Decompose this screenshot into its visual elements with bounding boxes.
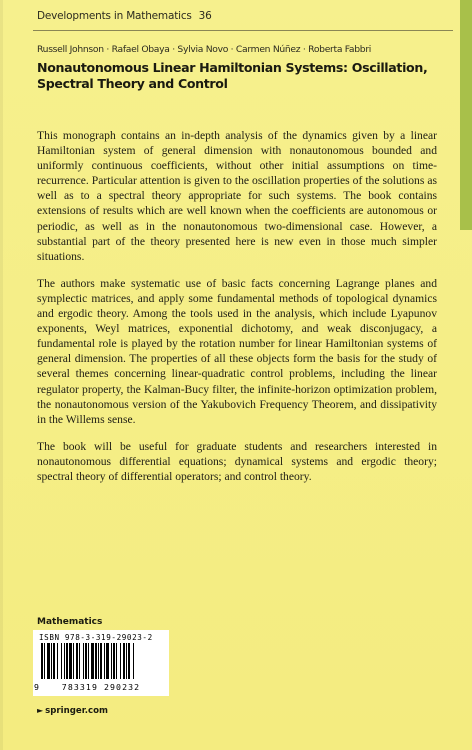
- barcode-bar: [111, 643, 112, 679]
- authors: Russell Johnson · Rafael Obaya · Sylvia Novo · Carmen Núñez · Roberta Fabbri: [37, 44, 372, 55]
- series-name: Developments in Mathematics: [37, 10, 192, 22]
- barcode-bar: [47, 643, 50, 679]
- abstract-paragraph-3: The book will be useful for graduate students and researchers interested in nonautonomous differential equations; dynamical systems and ergodic theory; spectral theory of differential operators; and control theory.: [37, 439, 437, 483]
- spine-shadow: [0, 0, 3, 750]
- isbn-label: ISBN 978-3-319-29023-2: [39, 633, 153, 642]
- barcode-icon: [41, 643, 161, 681]
- barcode-bar: [116, 643, 117, 679]
- accent-color-bar: [460, 0, 472, 230]
- series-line: [37, 10, 212, 22]
- ean-first-digit: 9: [34, 682, 39, 692]
- barcode-bar: [51, 643, 52, 679]
- barcode-bar: [133, 643, 134, 679]
- barcode-bar: [73, 643, 74, 679]
- subject-label: Mathematics: [37, 617, 103, 627]
- barcode-bar: [128, 643, 130, 679]
- barcode-bar: [64, 643, 65, 679]
- series-volume: 36: [198, 10, 212, 22]
- barcode-bar: [61, 643, 62, 679]
- barcode-bar: [106, 643, 109, 679]
- barcode-bar: [95, 643, 97, 679]
- barcode-bar: [123, 643, 125, 679]
- barcode-bar: [83, 643, 84, 679]
- barcode-bar: [120, 643, 121, 679]
- barcode-bar: [79, 643, 80, 679]
- barcode-bar: [66, 643, 68, 679]
- abstract-paragraph-1: This monograph contains an in-depth analysis of the dynamics given by a linear Hamiltonian system of general dimension with nonautonomous bounded and uniformly continuous coefficients, without other initial assumptions on time-recurrence. Particular attention is given to the oscillation properties of the solutions as well as to a spectral theory appropriate for such systems. The book contains extensions of results which are well known when the coefficients are autonomous or periodic, as well as in the nonautonomous two-dimensional case. However, a substantial part of the theory presented here is new even in those much simpler situations.: [37, 129, 437, 263]
- barcode-panel: [33, 630, 169, 696]
- barcode-bar: [57, 643, 58, 679]
- abstract: [37, 128, 437, 496]
- barcode-bar: [76, 643, 78, 679]
- barcode-bar: [126, 643, 127, 679]
- barcode-bar: [53, 643, 55, 679]
- barcode-bar: [85, 643, 87, 679]
- header-rule: [33, 30, 453, 31]
- barcode-bar: [41, 643, 43, 679]
- book-title: Nonautonomous Linear Hamiltonian Systems: Oscillation, Spectral Theory and Control: [37, 60, 428, 91]
- barcode-bar: [88, 643, 89, 679]
- barcode-bar: [113, 643, 115, 679]
- publisher-url: springer.com: [45, 706, 108, 716]
- barcode-bar: [104, 643, 105, 679]
- barcode-bar: [100, 643, 102, 679]
- barcode-bar: [44, 643, 45, 679]
- publisher-link[interactable]: [37, 706, 108, 716]
- abstract-paragraph-2: The authors make systematic use of basic facts concerning Lagrange planes and symplectic matrices, and apply some fundamental methods of topological dynamics and ergodic theory. Among the tools used in the analysis, which include Lyapunov exponents, Weyl matrices, exponential dichotomy, and weak disconjugacy, a fundamental role is played by the rotation number for linear Hamiltonian systems of general dimension. The properties of all these objects form the basis for the study of several themes concerning linear-quadratic control problems, including the linear regulator property, the Kalman-Bucy filter, the infinite-horizon optimization problem, the nonautonomous version of the Yakubovich Frequency Theorem, and dissipativity in the Willems sense.: [37, 276, 437, 426]
- barcode-bar: [69, 643, 72, 679]
- barcode-bar: [91, 643, 94, 679]
- ean-digits: 783319 290232: [61, 682, 141, 692]
- barcode-bar: [98, 643, 99, 679]
- arrow-icon: ►: [37, 706, 44, 715]
